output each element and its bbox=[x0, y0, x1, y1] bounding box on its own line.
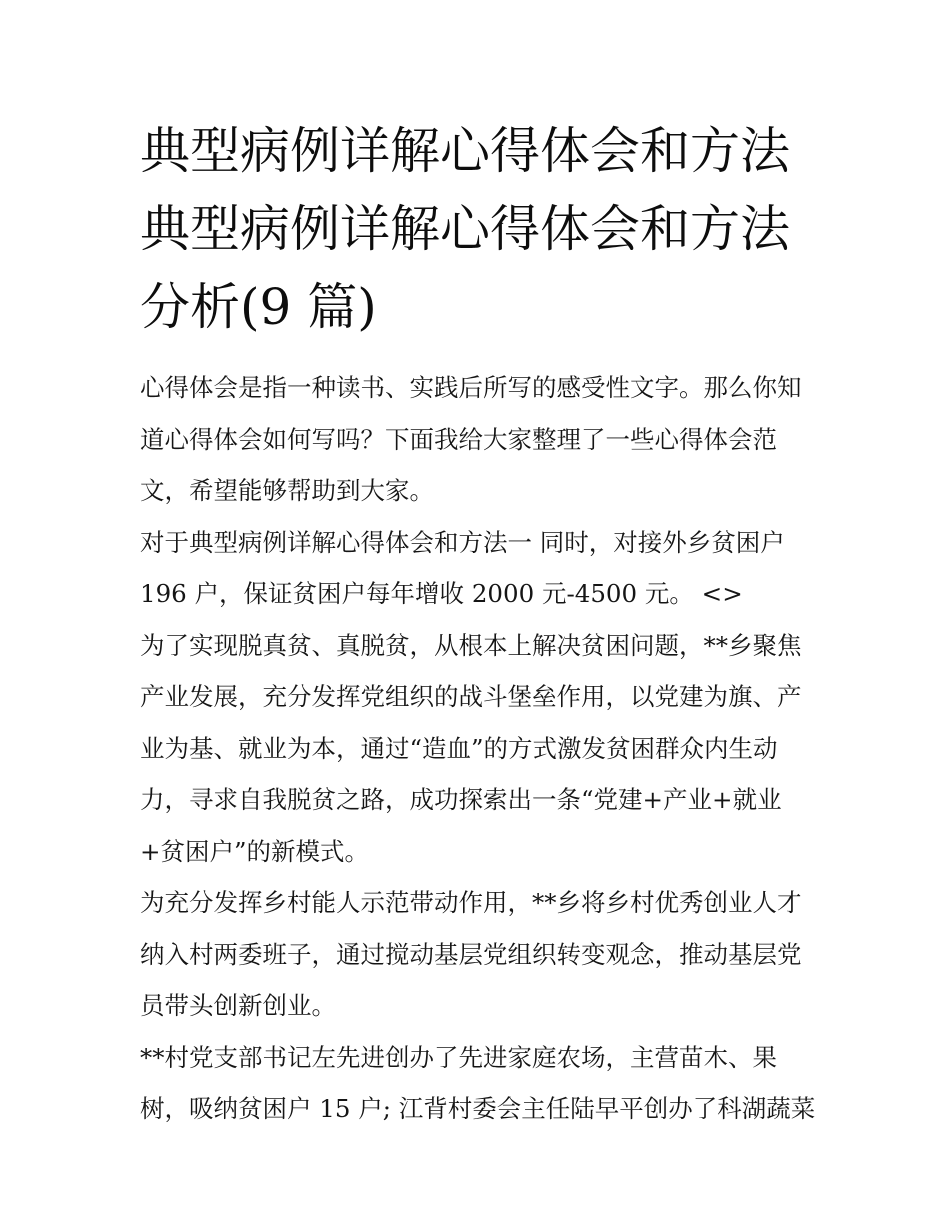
document-page bbox=[140, 112, 820, 1135]
text-line: 产业发展，充分发挥党组织的战斗堡垒作用，以党建为旗、产 bbox=[140, 682, 802, 711]
title-line: 典型病例详解心得体会和方法 bbox=[140, 200, 790, 258]
text-line: 为了实现脱真贫、真脱贫，从根本上解决贫困问题，**乡聚焦 bbox=[140, 630, 802, 660]
text-line: 力，寻求自我脱贫之路，成功探索出一条“党建+产业+就业 bbox=[140, 785, 782, 814]
text-line: 纳入村两委班子，通过搅动基层党组织转变观念，推动基层党 bbox=[140, 939, 802, 969]
document-body bbox=[140, 362, 820, 1135]
text-line: 业为基、就业为本，通过“造血”的方式激发贫困群众内生动 bbox=[140, 733, 778, 763]
title-line: 典型病例详解心得体会和方法 bbox=[140, 122, 790, 180]
text-line: 树，吸纳贫困户 15 户; 江背村委会主任陆早平创办了科湖蔬菜 bbox=[140, 1094, 816, 1123]
text-line: 道心得体会如何写吗？下面我给大家整理了一些心得体会范 bbox=[140, 424, 777, 454]
body-paragraph bbox=[140, 1032, 820, 1135]
text-line: 员带头创新创业。 bbox=[140, 991, 336, 1020]
text-line: **村党支部书记左先进创办了先进家庭农场，主营苗木、果 bbox=[140, 1042, 777, 1072]
text-line: 为充分发挥乡村能人示范带动作用，**乡将乡村优秀创业人才 bbox=[140, 888, 802, 917]
title-line: 分析(9 篇) bbox=[140, 278, 377, 336]
body-paragraph bbox=[140, 877, 820, 1032]
text-line: 文，希望能够帮助到大家。 bbox=[140, 476, 434, 505]
text-line: 心得体会是指一种读书、实践后所写的感受性文字。那么你知 bbox=[140, 373, 802, 402]
document-title bbox=[140, 112, 820, 346]
body-paragraph bbox=[140, 517, 820, 620]
text-line: +贫困户”的新模式。 bbox=[140, 836, 370, 866]
intro-paragraph bbox=[140, 362, 820, 517]
text-line: 196 户，保证贫困户每年增收 2000 元-4500 元。 <> bbox=[140, 579, 743, 608]
body-paragraph bbox=[140, 620, 820, 878]
text-line: 对于典型病例详解心得体会和方法一 同时，对接外乡贫困户 bbox=[140, 527, 785, 557]
